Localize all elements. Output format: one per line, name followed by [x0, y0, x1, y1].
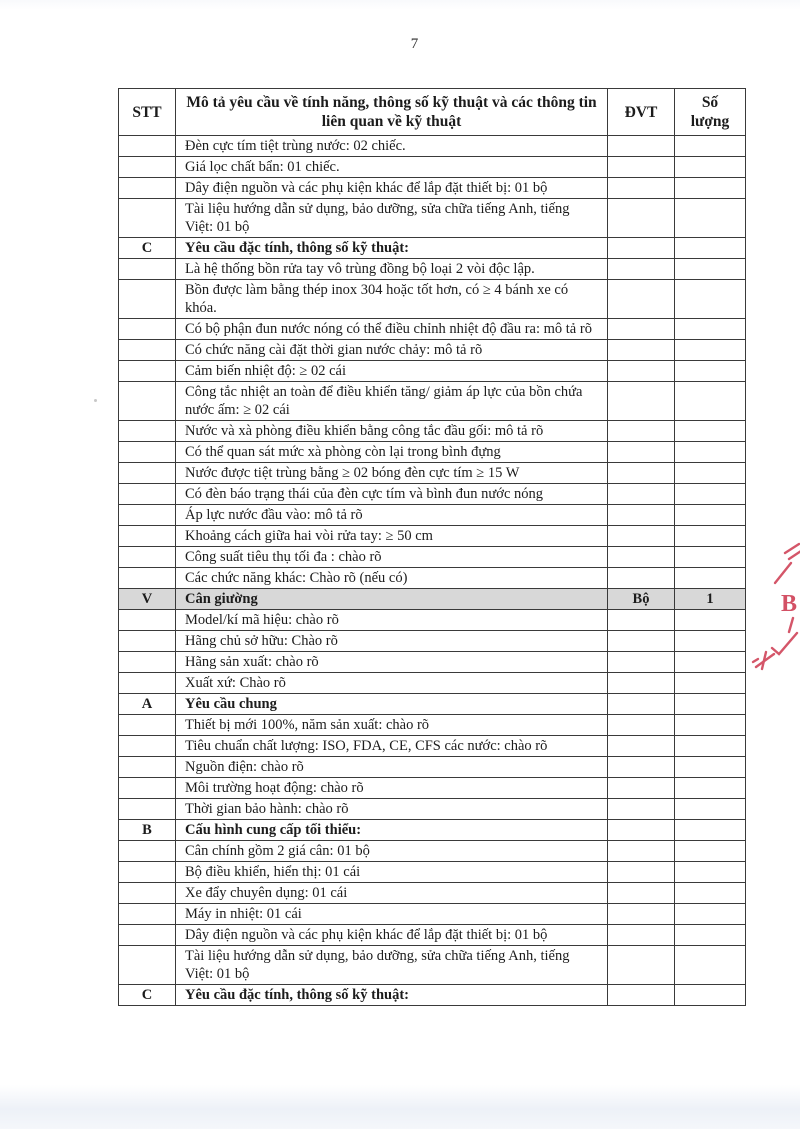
cell-dvt	[608, 925, 675, 946]
table-row	[119, 610, 746, 631]
cell-qty	[675, 199, 746, 238]
table-row	[119, 985, 746, 1006]
cell-stt	[119, 442, 176, 463]
cell-stt	[119, 259, 176, 280]
cell-dvt	[608, 199, 675, 238]
cell-desc: Tiêu chuẩn chất lượng: ISO, FDA, CE, CFS các nước: chào rõ	[176, 736, 608, 757]
cell-qty	[675, 505, 746, 526]
cell-desc: Dây điện nguồn và các phụ kiện khác để lắp đặt thiết bị: 01 bộ	[176, 178, 608, 199]
cell-desc: Dây điện nguồn và các phụ kiện khác để lắp đặt thiết bị: 01 bộ	[176, 925, 608, 946]
cell-desc: Nguồn điện: chào rõ	[176, 757, 608, 778]
cell-dvt	[608, 157, 675, 178]
table-row	[119, 820, 746, 841]
cell-desc: Cân giường	[176, 589, 608, 610]
cell-desc: Đèn cực tím tiệt trùng nước: 02 chiếc.	[176, 136, 608, 157]
cell-dvt	[608, 736, 675, 757]
table-row	[119, 673, 746, 694]
cell-dvt	[608, 862, 675, 883]
cell-qty	[675, 361, 746, 382]
cell-desc: Hãng chủ sở hữu: Chào rõ	[176, 631, 608, 652]
cell-qty	[675, 442, 746, 463]
cell-qty	[675, 238, 746, 259]
cell-stt: C	[119, 238, 176, 259]
slash-mark	[775, 563, 791, 583]
cell-qty	[675, 568, 746, 589]
cell-stt	[119, 361, 176, 382]
cell-stt	[119, 136, 176, 157]
table-row	[119, 259, 746, 280]
cell-dvt	[608, 547, 675, 568]
cell-stt	[119, 715, 176, 736]
table-row	[119, 946, 746, 985]
cell-dvt	[608, 238, 675, 259]
cell-desc: Có đèn báo trạng thái của đèn cực tím và bình đun nước nóng	[176, 484, 608, 505]
cell-dvt	[608, 382, 675, 421]
cell-desc: Có bộ phận đun nước nóng có thể điều chỉnh nhiệt độ đầu ra: mô tả rõ	[176, 319, 608, 340]
cell-dvt	[608, 421, 675, 442]
table-row	[119, 694, 746, 715]
cell-qty	[675, 484, 746, 505]
scan-dot-artifact	[94, 399, 97, 402]
cell-stt	[119, 841, 176, 862]
cell-dvt	[608, 985, 675, 1006]
cell-stt	[119, 547, 176, 568]
header-dvt: ĐVT	[608, 89, 675, 136]
double-slash-mark	[789, 551, 800, 559]
table-row	[119, 463, 746, 484]
cell-stt	[119, 673, 176, 694]
cell-desc: Là hệ thống bồn rửa tay vô trùng đồng bộ loại 2 vòi độc lập.	[176, 259, 608, 280]
scan-artifact-band-bottom	[0, 1085, 800, 1129]
cell-desc: Công suất tiêu thụ tối đa : chào rõ	[176, 547, 608, 568]
cell-dvt	[608, 904, 675, 925]
cell-qty	[675, 841, 746, 862]
cell-qty	[675, 820, 746, 841]
scribble-mark	[753, 659, 758, 662]
cell-stt	[119, 157, 176, 178]
cell-qty: 1	[675, 589, 746, 610]
cell-qty	[675, 526, 746, 547]
table-row	[119, 715, 746, 736]
cell-stt	[119, 757, 176, 778]
table-row	[119, 778, 746, 799]
cell-stt	[119, 904, 176, 925]
red-pen-annotations	[745, 535, 800, 675]
cell-qty	[675, 904, 746, 925]
cell-stt	[119, 610, 176, 631]
cell-qty	[675, 757, 746, 778]
table-row	[119, 319, 746, 340]
cell-desc: Cấu hình cung cấp tối thiểu:	[176, 820, 608, 841]
table-header	[119, 89, 746, 136]
cell-desc: Xe đẩy chuyên dụng: 01 cái	[176, 883, 608, 904]
cell-dvt	[608, 778, 675, 799]
cell-stt	[119, 340, 176, 361]
cell-dvt	[608, 694, 675, 715]
cell-qty	[675, 946, 746, 985]
cell-stt	[119, 568, 176, 589]
cell-dvt	[608, 463, 675, 484]
table-row	[119, 136, 746, 157]
cell-qty	[675, 319, 746, 340]
cell-desc: Nước và xà phòng điều khiển bằng công tắc đầu gối: mô tả rõ	[176, 421, 608, 442]
cell-qty	[675, 778, 746, 799]
table-row	[119, 238, 746, 259]
cell-qty	[675, 673, 746, 694]
cell-stt	[119, 199, 176, 238]
header-qty: Số lượng	[675, 89, 746, 136]
header-stt: STT	[119, 89, 176, 136]
cell-dvt	[608, 799, 675, 820]
table-row	[119, 883, 746, 904]
cell-stt	[119, 319, 176, 340]
table-row	[119, 361, 746, 382]
cell-dvt	[608, 715, 675, 736]
table-row	[119, 736, 746, 757]
cell-dvt	[608, 631, 675, 652]
cell-qty	[675, 136, 746, 157]
cell-qty	[675, 382, 746, 421]
cell-qty	[675, 925, 746, 946]
cell-desc: Có thể quan sát mức xà phòng còn lại trong bình đựng	[176, 442, 608, 463]
table-row	[119, 484, 746, 505]
cell-desc: Cân chính gồm 2 giá cân: 01 bộ	[176, 841, 608, 862]
table-body	[119, 136, 746, 1006]
cell-desc: Model/kí mã hiệu: chào rõ	[176, 610, 608, 631]
double-slash-mark	[785, 544, 799, 553]
cell-desc: Hãng sản xuất: chào rõ	[176, 652, 608, 673]
cell-qty	[675, 178, 746, 199]
cell-desc: Máy in nhiệt: 01 cái	[176, 904, 608, 925]
cell-dvt	[608, 442, 675, 463]
cell-desc: Có chức năng cài đặt thời gian nước chảy: mô tả rõ	[176, 340, 608, 361]
cell-stt	[119, 652, 176, 673]
cell-desc: Yêu cầu đặc tính, thông số kỹ thuật:	[176, 238, 608, 259]
cell-stt	[119, 421, 176, 442]
cell-stt	[119, 736, 176, 757]
cell-stt	[119, 178, 176, 199]
cell-qty	[675, 799, 746, 820]
cell-stt	[119, 526, 176, 547]
cell-dvt	[608, 652, 675, 673]
cell-stt	[119, 946, 176, 985]
cell-qty	[675, 280, 746, 319]
scribble-mark	[762, 652, 766, 669]
cell-stt: A	[119, 694, 176, 715]
header-row	[119, 89, 746, 136]
letter-b-mark: B	[781, 591, 798, 617]
cell-qty	[675, 985, 746, 1006]
cell-qty	[675, 736, 746, 757]
table-row	[119, 547, 746, 568]
cell-dvt	[608, 946, 675, 985]
cell-dvt	[608, 319, 675, 340]
cell-dvt	[608, 280, 675, 319]
cell-stt	[119, 631, 176, 652]
table-row	[119, 652, 746, 673]
cell-stt	[119, 463, 176, 484]
cell-desc: Bộ điều khiển, hiển thị: 01 cái	[176, 862, 608, 883]
cell-dvt	[608, 757, 675, 778]
table-row	[119, 178, 746, 199]
cell-qty	[675, 694, 746, 715]
cell-qty	[675, 547, 746, 568]
cell-desc: Giá lọc chất bẩn: 01 chiếc.	[176, 157, 608, 178]
cell-stt	[119, 799, 176, 820]
cell-desc: Nước được tiệt trùng bằng ≥ 02 bóng đèn cực tím ≥ 15 W	[176, 463, 608, 484]
cell-qty	[675, 259, 746, 280]
cell-desc: Xuất xứ: Chào rõ	[176, 673, 608, 694]
cell-qty	[675, 883, 746, 904]
cell-dvt	[608, 673, 675, 694]
page-number: 7	[410, 36, 420, 52]
cell-dvt	[608, 136, 675, 157]
cell-desc: Bồn được làm bằng thép inox 304 hoặc tốt hơn, có ≥ 4 bánh xe có khóa.	[176, 280, 608, 319]
cell-stt	[119, 484, 176, 505]
cell-desc: Thời gian bảo hành: chào rõ	[176, 799, 608, 820]
cell-desc: Áp lực nước đầu vào: mô tả rõ	[176, 505, 608, 526]
cell-qty	[675, 157, 746, 178]
table-row	[119, 568, 746, 589]
cell-desc: Yêu cầu chung	[176, 694, 608, 715]
stroke-mark	[789, 618, 793, 632]
table-row	[119, 340, 746, 361]
cell-stt	[119, 925, 176, 946]
cell-dvt: Bộ	[608, 589, 675, 610]
cell-dvt	[608, 883, 675, 904]
cell-qty	[675, 715, 746, 736]
table-row	[119, 799, 746, 820]
table-row	[119, 589, 746, 610]
cell-stt	[119, 280, 176, 319]
table-row	[119, 904, 746, 925]
table-row	[119, 526, 746, 547]
cell-stt	[119, 505, 176, 526]
cell-stt: V	[119, 589, 176, 610]
cell-qty	[675, 862, 746, 883]
cell-desc: Công tắc nhiệt an toàn để điều khiển tăng/ giảm áp lực của bồn chứa nước ấm: ≥ 02 cái	[176, 382, 608, 421]
cell-desc: Tài liệu hướng dẫn sử dụng, bảo dưỡng, sửa chữa tiếng Anh, tiếng Việt: 01 bộ	[176, 946, 608, 985]
cell-qty	[675, 631, 746, 652]
cell-dvt	[608, 340, 675, 361]
cell-desc: Thiết bị mới 100%, năm sản xuất: chào rõ	[176, 715, 608, 736]
table-row	[119, 157, 746, 178]
cell-desc: Tài liệu hướng dẫn sử dụng, bảo dưỡng, sửa chữa tiếng Anh, tiếng Việt: 01 bộ	[176, 199, 608, 238]
cell-stt	[119, 382, 176, 421]
cell-desc: Khoảng cách giữa hai vòi rửa tay: ≥ 50 cm	[176, 526, 608, 547]
table-row	[119, 505, 746, 526]
cell-dvt	[608, 259, 675, 280]
cell-qty	[675, 463, 746, 484]
cell-stt	[119, 778, 176, 799]
cell-stt: B	[119, 820, 176, 841]
cell-stt	[119, 862, 176, 883]
cell-desc: Cảm biến nhiệt độ: ≥ 02 cái	[176, 361, 608, 382]
table-row	[119, 421, 746, 442]
cell-desc: Yêu cầu đặc tính, thông số kỹ thuật:	[176, 985, 608, 1006]
cell-dvt	[608, 361, 675, 382]
cell-dvt	[608, 820, 675, 841]
cell-desc: Môi trường hoạt động: chào rõ	[176, 778, 608, 799]
cell-qty	[675, 652, 746, 673]
table-row	[119, 631, 746, 652]
cell-dvt	[608, 841, 675, 862]
cell-desc: Các chức năng khác: Chào rõ (nếu có)	[176, 568, 608, 589]
table-row	[119, 841, 746, 862]
table-row	[119, 757, 746, 778]
table-row	[119, 442, 746, 463]
cell-dvt	[608, 178, 675, 199]
cell-stt	[119, 883, 176, 904]
check-slash-mark	[772, 633, 797, 654]
scan-artifact-band-top	[0, 0, 800, 10]
cell-dvt	[608, 610, 675, 631]
table-row	[119, 925, 746, 946]
cell-stt: C	[119, 985, 176, 1006]
spec-table	[118, 88, 746, 1006]
table-row	[119, 280, 746, 319]
cell-dvt	[608, 505, 675, 526]
cell-dvt	[608, 484, 675, 505]
scribble-mark	[756, 654, 774, 667]
header-description: Mô tả yêu cầu về tính năng, thông số kỹ thuật và các thông tin liên quan về kỹ thuật	[176, 89, 608, 136]
cell-qty	[675, 610, 746, 631]
cell-dvt	[608, 568, 675, 589]
cell-qty	[675, 340, 746, 361]
table-row	[119, 382, 746, 421]
cell-dvt	[608, 526, 675, 547]
table-row	[119, 862, 746, 883]
table-row	[119, 199, 746, 238]
cell-qty	[675, 421, 746, 442]
